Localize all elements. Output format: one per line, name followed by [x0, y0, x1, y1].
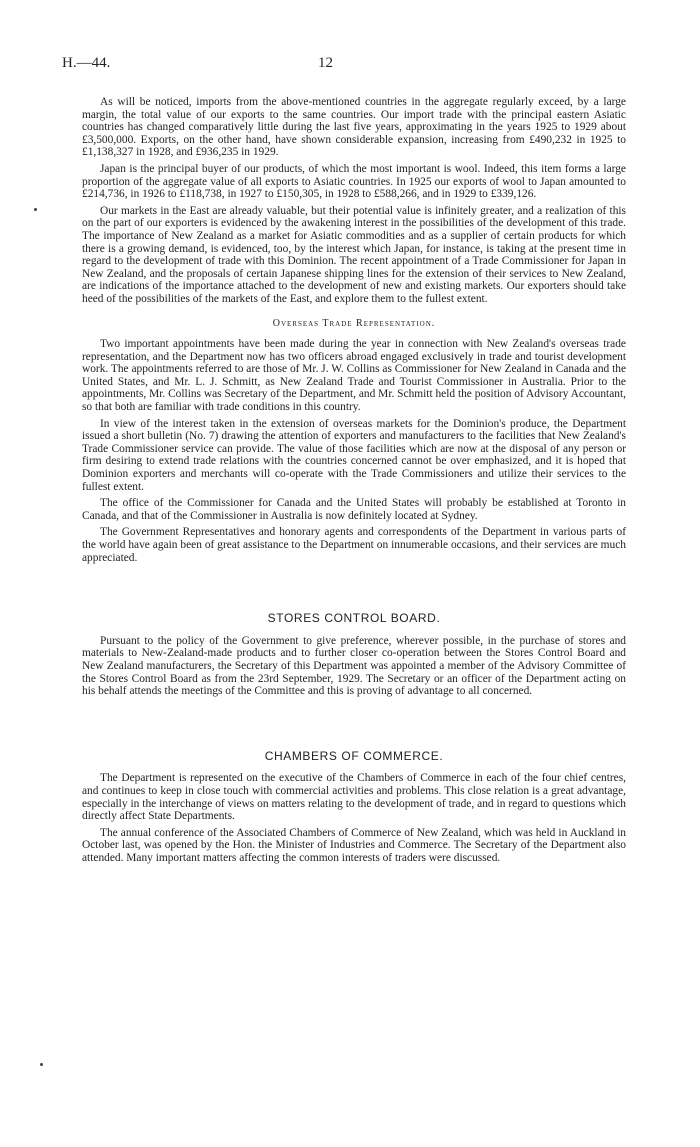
paragraph: Two important appointments have been made during the year in connection with New Zealand's overseas trade representation, and the Department now has two officers abroad engaged exclusively in trade and tourist development work. The appointments referred to are those of Mr. J. W. Collins as Commissioner for New Zealand in Canada and the United States, and Mr. L. J. Schmitt, as New Zealand Trade and Tourist Commissioner in Australia. Prior to the appointments, Mr. Collins was Secretary of the Department, and Mr. Schmitt held the position of Advisory Accountant, so that both are familiar with trade conditions in this country.: [82, 338, 626, 414]
margin-mark: [34, 208, 37, 211]
section-heading-stores: STORES CONTROL BOARD.: [267, 611, 441, 626]
margin-mark: [40, 1063, 43, 1066]
section-heading-overseas: Overseas Trade Representation.: [272, 317, 436, 329]
paragraph: The Government Representatives and honorary agents and correspondents of the Department in various parts of the world have again been of great assistance to the Department on innumerable occasions, and their services are much appreciated.: [82, 526, 626, 564]
paragraph: In view of the interest taken in the extension of overseas markets for the Dominion's produce, the Department issued a short bulletin (No. 7) drawing the attention of exporters and manufacturers to the facilities that New Zealand's Trade Commissioner service can provide. The value of those facilities which are now at the disposal of any person or firm desiring to extend trade relations with the countries concerned cannot be over emphasized, and it is hoped that Dominion exporters and merchants will co-operate with the Trade Commissioners and utilize their services to the fullest extent.: [82, 417, 626, 493]
report-reference: H.—44.: [62, 55, 111, 71]
paragraph: Our markets in the East are already valuable, but their potential value is infinitely greater, and a realization of this on the part of our exporters is evidenced by the awakening interest in the possibilities of the development of this trade. The importance of New Zealand as a market for Asiatic commodities and as a supplier of certain products for which there is a growing demand, is evidenced, too, by the interest which Japan, for instance, is taking at the present time in regard to the development of trade with this Dominion. The recent appointment of a Trade Commissioner for Japan in New Zealand, and the proposals of certain Japanese shipping lines for the extension of their services to New Zealand, are indications of the importance attached to the development of new and existing markets. Our exporters should take heed of the possibilities of the markets of the East, and explore them to the fullest extent.: [82, 204, 626, 305]
paragraph: The office of the Commissioner for Canada and the United States will probably be established at Toronto in Canada, and that of the Commissioner in Australia is now definitely located at Sydney.: [82, 497, 626, 522]
paragraph: Pursuant to the policy of the Government to give preference, wherever possible, in the purchase of stores and materials to New-Zealand-made products and to further closer co-operation between the Stores Control Board and New Zealand manufacturers, the Secretary of this Department was appointed a member of the Advisory Committee of the Stores Control Board as from the 23rd September, 1929. The Secretary or an officer of the Department acting on his behalf attends the meetings of the Committee and this is proving of advantage to all concerned.: [82, 634, 626, 698]
paragraph: The Department is represented on the executive of the Chambers of Commerce in each of the four chief centres, and continues to keep in close touch with commercial activities and problems. This close relation is a great advantage, especially in the interchange of views on matters relating to the development of trade, and in regard to questions which directly affect State Departments.: [82, 772, 626, 823]
paragraph: The annual conference of the Associated Chambers of Commerce of New Zealand, which was held in Auckland in October last, was opened by the Hon. the Minister of Industries and Commerce. The Secretary of the Department also attended. Many important matters affecting the common interests of traders were discussed.: [82, 826, 626, 864]
page-number: 12: [318, 55, 333, 71]
section-heading-chambers: CHAMBERS OF COMMERCE.: [264, 748, 444, 763]
paragraph: Japan is the principal buyer of our products, of which the most important is wool. Indeed, this item forms a large proportion of the aggregate value of all exports to Asiatic countries. In 1925 our exports of wool to Japan amounted to £214,736, in 1926 to £118,738, in 1927 to £150,305, in 1928 to £588,266, and in 1929 to £339,126.: [82, 162, 626, 201]
document-body: [82, 96, 626, 869]
paragraph: As will be noticed, imports from the above-mentioned countries in the aggregate regularly exceed, by a large margin, the total value of our exports to the same countries. Our import trade with the principal eastern Asiatic countries has changed comparatively little during the last five years, approximating in the years 1925 to 1929 about £3,500,000. Exports, on the other hand, have shown considerable expansion, increasing from £490,232 in 1925 to £1,138,327 in 1928, and £936,235 in 1929.: [82, 96, 626, 159]
